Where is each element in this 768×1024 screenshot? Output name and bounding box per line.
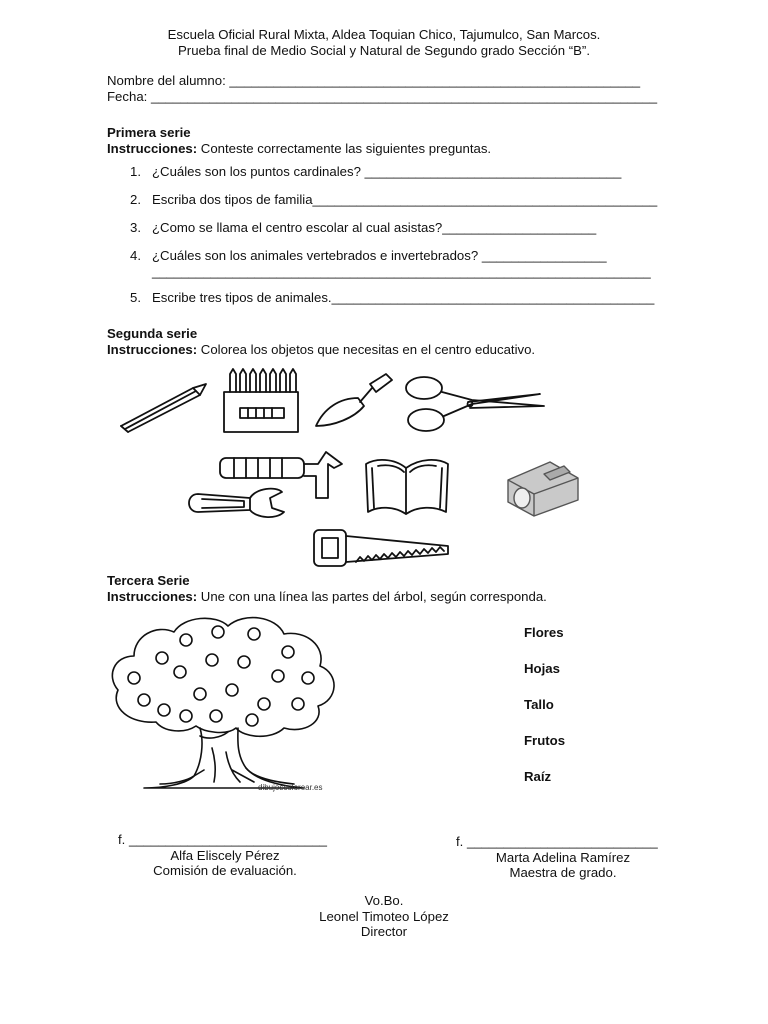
- crayon-box-icon: [220, 368, 302, 434]
- school-header: Escuela Oficial Rural Mixta, Aldea Toquian Chico, Tajumulco, San Marcos.: [167, 27, 601, 42]
- wrench-icon: [184, 486, 299, 520]
- instr-label: Instrucciones:: [107, 342, 198, 357]
- serie1-instructions: [107, 141, 491, 156]
- pencil-icon: [118, 382, 208, 432]
- tree-part-label: Flores: [524, 625, 564, 640]
- question-text: Escriba dos tipos de familia_______________________________________________: [152, 192, 658, 207]
- question-text: ¿Cuáles son los puntos cardinales? ___________________________________: [152, 164, 622, 179]
- question-num: 1.: [130, 164, 141, 179]
- signer-name-left: Alfa Eliscely Pérez: [170, 848, 280, 863]
- serie3-title: Tercera Serie: [107, 573, 190, 588]
- question-extra-line: ____________________________________________________________________: [152, 264, 651, 279]
- trowel-icon: [314, 372, 394, 430]
- exam-title: Prueba final de Medio Social y Natural de Segundo grado Sección “B”.: [178, 43, 590, 58]
- question-num: 2.: [130, 192, 141, 207]
- date-line: Fecha: _____________________________________________________________________: [107, 89, 658, 104]
- instr-text: Une con una línea las partes del árbol, según corresponda.: [197, 589, 547, 604]
- signer-role-right: Maestra de grado.: [509, 865, 617, 880]
- question-num: 3.: [130, 220, 141, 235]
- approval-line: Vo.Bo.: [364, 893, 404, 908]
- question-text: Escribe tres tipos de animales.____________________________________________: [152, 290, 655, 305]
- instr-label: Instrucciones:: [107, 589, 198, 604]
- saw-icon: [312, 526, 454, 568]
- tree-part-label: Frutos: [524, 733, 566, 748]
- serie2-title: Segunda serie: [107, 326, 198, 341]
- scissors-icon: [402, 374, 547, 436]
- tree-part-label: Hojas: [524, 661, 560, 676]
- sharpener-icon: [498, 450, 588, 522]
- question-num: 5.: [130, 290, 141, 305]
- tree-icon: [104, 612, 344, 794]
- director-role: Director: [360, 924, 408, 939]
- question-text: ¿Cuáles son los animales vertebrados e invertebrados? _________________: [152, 248, 607, 263]
- tree-part-label: Tallo: [524, 697, 554, 712]
- instr-label: Instrucciones:: [107, 141, 198, 156]
- signature-line-left: f. ___________________________: [118, 832, 328, 847]
- watermark: dibujoscolorear.es: [258, 783, 323, 792]
- instr-text: Conteste correctamente las siguientes preguntas.: [197, 141, 492, 156]
- signature-line-right: f. __________________________: [456, 834, 658, 849]
- instr-text: Colorea los objetos que necesitas en el centro educativo.: [197, 342, 536, 357]
- signer-name-right: Marta Adelina Ramírez: [495, 850, 631, 865]
- serie1-title: Primera serie: [107, 125, 191, 140]
- question-num: 4.: [130, 248, 141, 263]
- director-name: Leonel Timoteo López: [319, 909, 449, 924]
- serie3-instructions: [107, 589, 547, 604]
- question-text: ¿Como se llama el centro escolar al cual asistas?_____________________: [152, 220, 597, 235]
- signer-role-left: Comisión de evaluación.: [153, 863, 297, 878]
- open-book-icon: [362, 456, 452, 518]
- tree-part-label: Raíz: [524, 769, 552, 784]
- serie2-instructions: [107, 342, 535, 357]
- student-name-line: Nombre del alumno: ________________________________________________________: [107, 73, 641, 88]
